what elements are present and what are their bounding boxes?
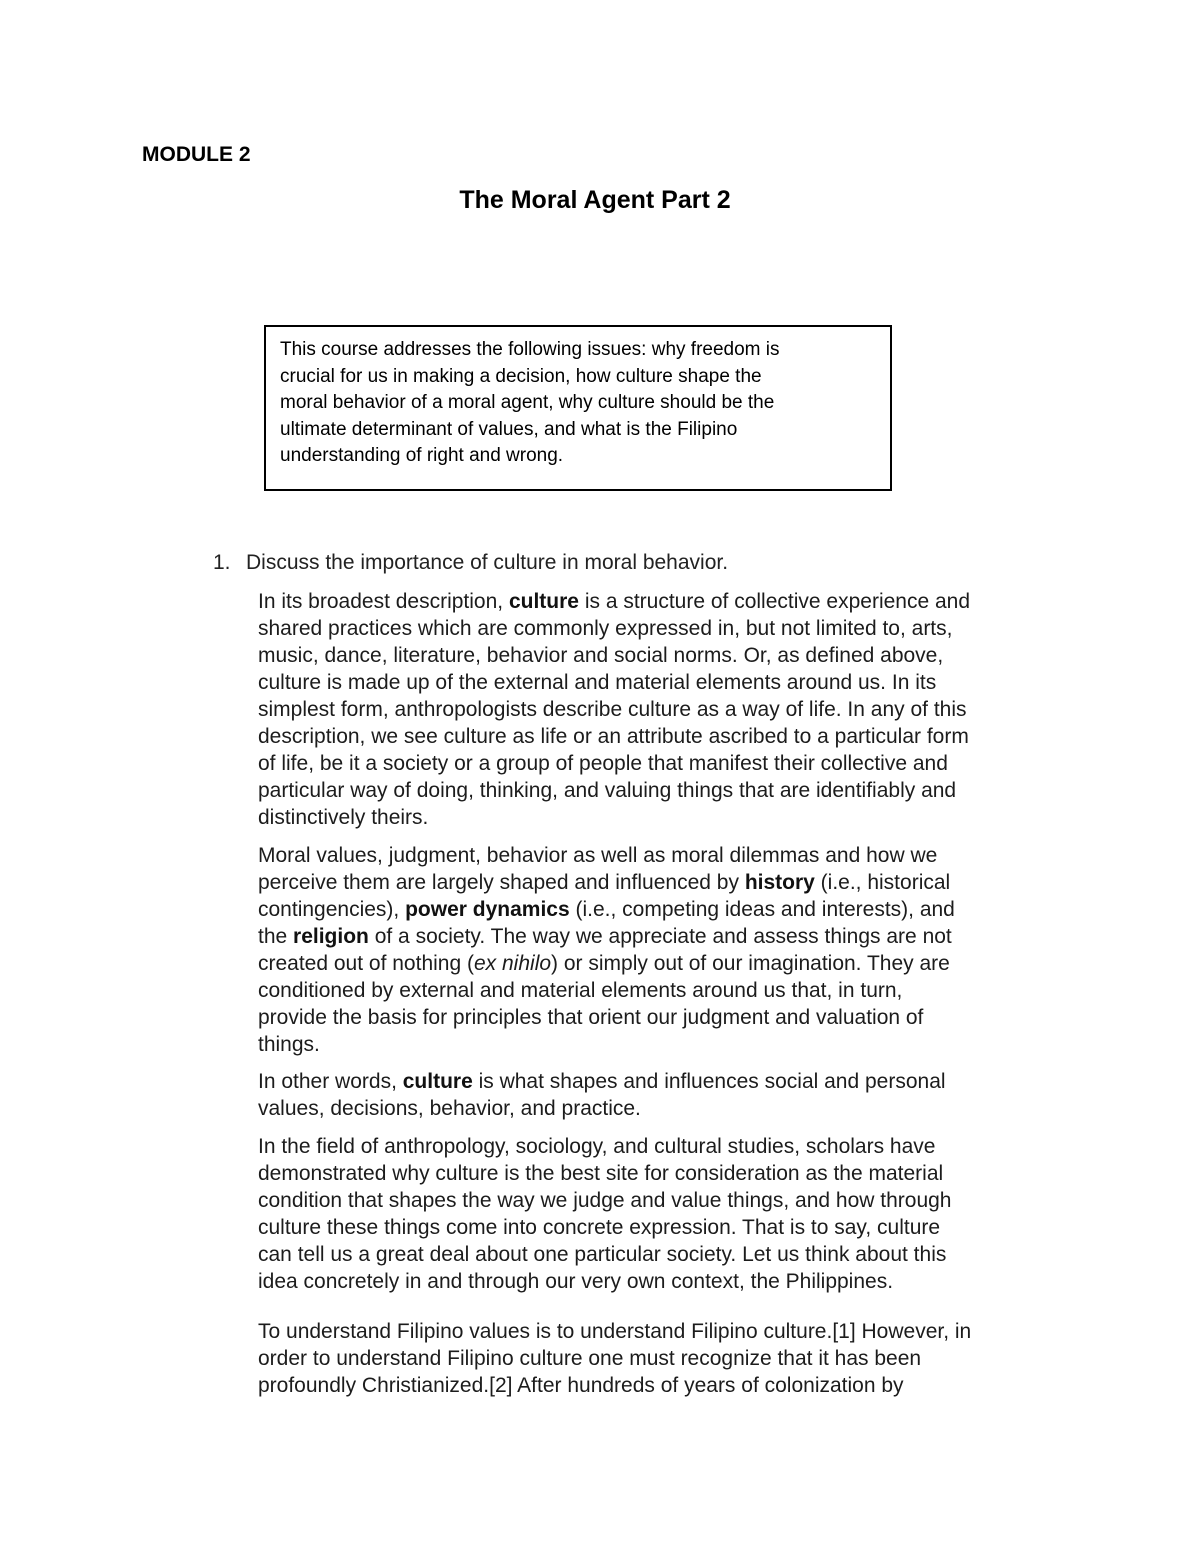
text-line: description, we see culture as life or an attribute ascribed to a particular form <box>258 725 969 748</box>
course-summary-box <box>264 325 892 491</box>
summary-line: crucial for us in making a decision, how culture shape the <box>280 365 762 387</box>
text-line: demonstrated why culture is the best site for consideration as the material <box>258 1162 944 1185</box>
text-line: can tell us a great deal about one particular society. Let us think about this <box>258 1243 947 1266</box>
text-line: condition that shapes the way we judge and value things, and how through <box>258 1189 952 1212</box>
paragraph-other-words <box>258 1068 1078 1122</box>
text-line: profoundly Christianized.[2] After hundreds of years of colonization by <box>258 1374 904 1397</box>
text-line: conditioned by external and material elements around us that, in turn, <box>258 979 903 1002</box>
question-text: Discuss the importance of culture in moral behavior. <box>246 551 729 574</box>
paragraph-filipino-values <box>258 1318 1078 1399</box>
bold-term: religion <box>293 925 369 948</box>
text-line: Moral values, judgment, behavior as well as moral dilemmas and how we <box>258 844 938 867</box>
question-number: 1. <box>213 551 231 574</box>
text-line: shared practices which are commonly expressed in, but not limited to, arts, <box>258 617 953 640</box>
text-line: idea concretely in and through our very own context, the Philippines. <box>258 1270 894 1293</box>
module-label: MODULE 2 <box>142 143 251 166</box>
paragraph-anthropology <box>258 1133 1078 1295</box>
summary-line: understanding of right and wrong. <box>280 445 564 467</box>
question-item <box>213 551 728 575</box>
text-line: values, decisions, behavior, and practice. <box>258 1097 641 1120</box>
paragraph-moral-values <box>258 842 1078 1058</box>
text-line: perceive them are largely shaped and influenced by history (i.e., historical <box>258 871 951 894</box>
summary-line: ultimate determinant of values, and what is the Filipino <box>280 418 738 440</box>
italic-term: ex nihilo <box>473 952 552 975</box>
page-title: The Moral Agent Part 2 <box>459 186 731 214</box>
text-line: music, dance, literature, behavior and social norms. Or, as defined above, <box>258 644 944 667</box>
bold-term: history <box>744 871 815 894</box>
text-line: of life, be it a society or a group of people that manifest their collective and <box>258 752 948 775</box>
text-line: simplest form, anthropologists describe culture as a way of life. In any of this <box>258 698 967 721</box>
text-line: distinctively theirs. <box>258 806 429 829</box>
summary-line: moral behavior of a moral agent, why culture should be the <box>280 392 775 414</box>
paragraph-culture-definition <box>258 588 1078 831</box>
text-line: To understand Filipino values is to understand Filipino culture.[1] However, in <box>258 1320 972 1343</box>
bold-term: culture <box>508 590 579 613</box>
text-line: things. <box>258 1033 320 1056</box>
bold-term: power dynamics <box>405 898 570 921</box>
summary-line: This course addresses the following issues: why freedom is <box>280 339 780 360</box>
text-line: order to understand Filipino culture one must recognize that it has been <box>258 1347 922 1370</box>
text-line: culture is made up of the external and material elements around us. In its <box>258 671 937 694</box>
text-line: provide the basis for principles that orient our judgment and valuation of <box>258 1006 924 1029</box>
text-line: particular way of doing, thinking, and valuing things that are identifiably and <box>258 779 957 802</box>
text-line: In its broadest description, culture is a structure of collective experience and <box>258 590 971 613</box>
text-line: the religion of a society. The way we appreciate and assess things are not <box>258 925 952 948</box>
text-line: culture these things come into concrete expression. That is to say, culture <box>258 1216 941 1239</box>
text-line: In other words, culture is what shapes and influences social and personal <box>258 1070 946 1093</box>
text-line: In the field of anthropology, sociology, and cultural studies, scholars have <box>258 1135 936 1158</box>
text-line: created out of nothing (ex nihilo) or simply out of our imagination. They are <box>258 952 950 975</box>
bold-term: culture <box>402 1070 473 1093</box>
text-line: contingencies), power dynamics (i.e., competing ideas and interests), and <box>258 898 955 921</box>
